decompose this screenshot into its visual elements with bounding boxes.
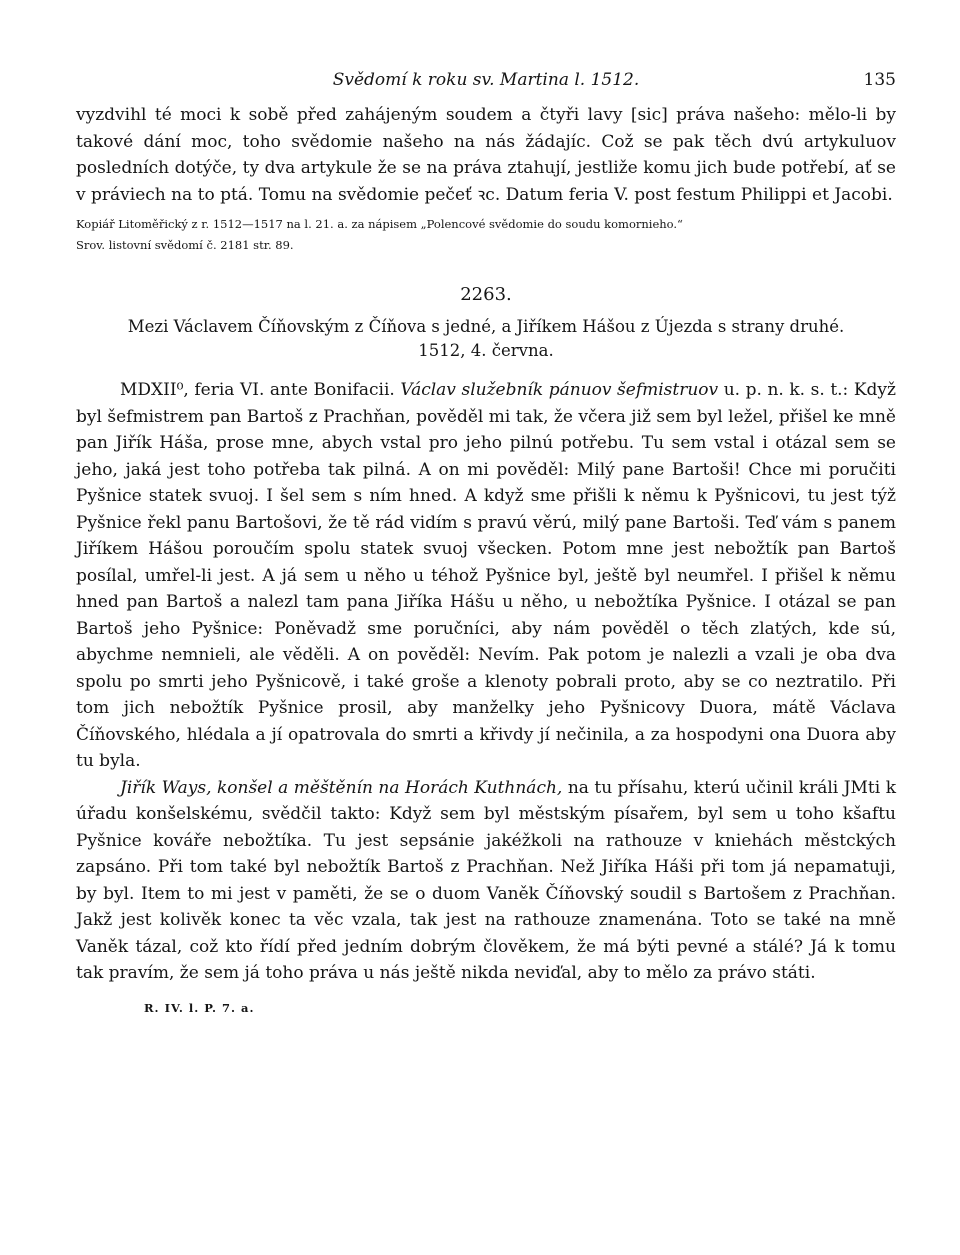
testimony-text-1: u. p. n. k. s. t.: Když byl šefmistrem pan Bartoš z Prachňan, pověděl mi tak, že včera již sem byl ležel, přišel ke mně pan Jiřík Háša, prose mne, abych vstal pro jeho pilnú potřebu. Tu sem vstal i otázal sem se jeho, jaká jest toho potřeba tak pilná. A on mi pověděl: Milý pane Bartoši! Chce mi poručiti Pyšnice statek svuoj. I šel sem s ním hned. A když sme přišli k němu k Pyšnicovi, tu jest týž Pyšnice řekl panu Bartošovi, že tě rád vidím s pravú věrú, milý pane Bartoši. Teď vám s panem Jiříkem Hášou poroučím spolu statek svuoj všecken. Potom mne jest nebožtík pan Bartoš posílal, umřel-li jest. A já sem u něho u téhož Pyšnice byl, ještě byl neumřel. I přišel k němu hned pan Bartoš a nalezl tam pana Jiříka Hášu u něho, u nebožtíka Pyšnice. I otázal se pan Bartoš jeho Pyšnice: Poněvadž sme poručníci, aby nám pověděl o těch zlatých, kde sú, abychme nemnieli, ale věděli. A on pověděl: Nevím. Pak potom je nalezli a vzali je oba dva spolu po smrti jeho Pyšnicově, i také groše a klenoty pobrali proto, aby se co neztratilo. Při tom jich nebožtík Pyšnice prosil, aby manželky jeho Pyšnicovy Duora, mátě Václava Číňovského, hlédala a jí opatrovala do smrti a křivdy jí nečinila, a za hospodyni ona Duora aby tu byla. bbox=[76, 380, 896, 771]
witness-name-2: Jiřík Ways, konšel a měštěnín na Horách Kuthnách, bbox=[120, 777, 563, 798]
source-note: Kopiář Litoměřický z r. 1512—1517 na l. 21. a. za nápisem „Polencové svědomie do soudu komornieho.“ bbox=[76, 217, 683, 231]
heading-parties: Mezi Václavem Číňovským z Číňova s jedné, a Jiříkem Hášou z Újezda s strany druhé. bbox=[127, 317, 845, 336]
document-heading bbox=[76, 315, 896, 363]
date-line: MDXII⁰, feria VI. ante Bonifacii. bbox=[120, 380, 395, 400]
document-number: 2263. bbox=[460, 284, 512, 305]
intro-paragraph: vyzdvihl té moci k sobě před zahájeným soudem a čtyři lavy [sic] práva našeho: mělo-li by takové dání moc, toho svědomie našeho na nás žádajíc. Což se pak těch dvú artykuluov posledních dotýče, ty dva artykule že se na práva ztahují, jestliže komu jich bude potřebí, ať se v práviech na to ptá. Tomu na svědomie pečeť ꝛc. Datum feria V. post festum Philippi et Jacobi. bbox=[76, 105, 896, 205]
witness-name-1: Václav služebník pánuov šefmistruov bbox=[400, 380, 719, 400]
running-header bbox=[76, 70, 896, 102]
running-title: Svědomí k roku sv. Martina l. 1512. bbox=[332, 70, 640, 90]
testimony-paragraph-1 bbox=[76, 377, 896, 775]
testimony-text-2: na tu přísahu, kterú učinil králi JMti k úřadu konšelskému, svědčil takto: Když sem byl městským písařem, byl sem u toho kšaftu Pyšnice kováře nebožtíka. Tu jest sepsánie jakéžkoli na rathouze v kniehách městckých zapsáno. Při tom také byl nebožtík Bartoš z Prachňan. Než Jiříka Háši při tom já nepamatuji, by byl. Item to mi jest v paměti, že se o duom Vaněk Číňovský soudil s Bartošem z Prachňan. Jakž jest kolivěk konec ta věc vzala, tak jest na rathouze znamenána. Toto se také na mně Vaněk tázal, což kto řídí před jedním dobrým člověkem, že má býti pevné a stálé? Já k tomu tak pravím, že sem já toho práva u nás ještě nikda neviďal, aby to mělo za právo státi. bbox=[76, 777, 897, 983]
document-page bbox=[76, 70, 896, 1015]
archive-signature: R. IV. l. P. 7. a. bbox=[144, 1000, 255, 1015]
reference-note: Srov. listovní svědomí č. 2181 str. 89. bbox=[76, 238, 294, 252]
heading-date: 1512, 4. června. bbox=[418, 341, 554, 360]
page-number: 135 bbox=[863, 70, 896, 90]
testimony-paragraph-2 bbox=[76, 775, 896, 987]
